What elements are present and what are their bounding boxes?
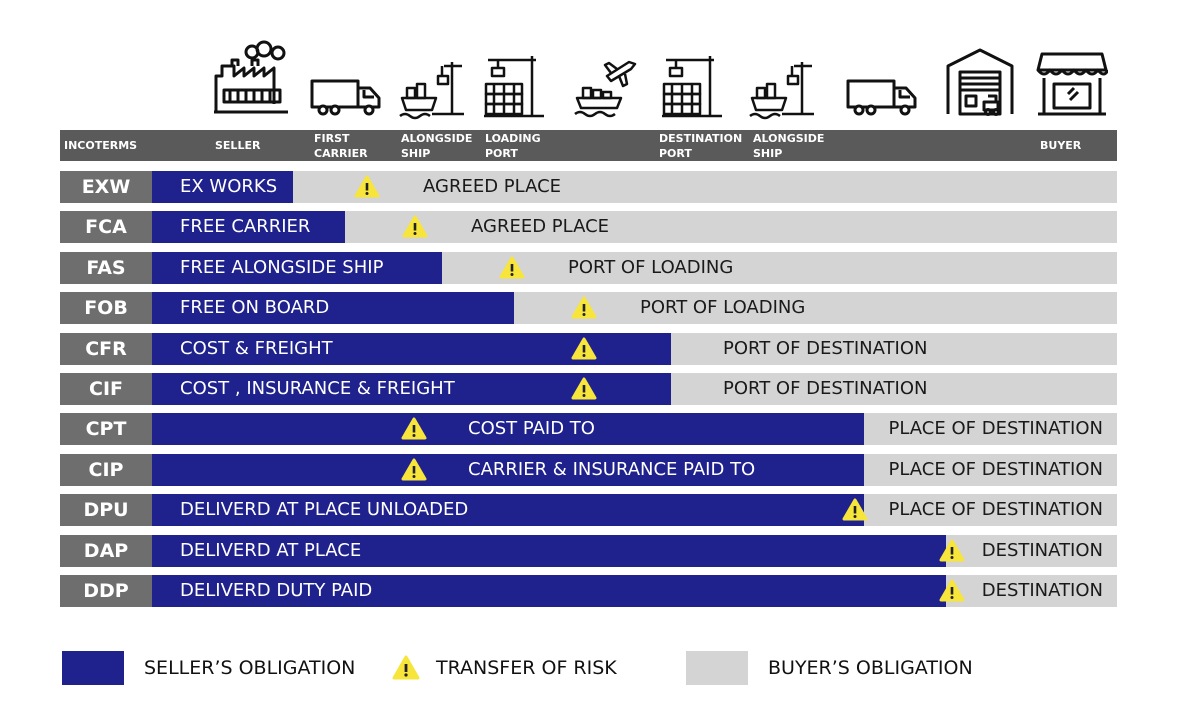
risk-transfer-warning-icon — [939, 539, 965, 563]
buyer-obligation-label: PLACE OF DESTINATION — [888, 458, 1103, 480]
incoterm-code: FOB — [60, 292, 152, 324]
legend-buyer-label: BUYER’S OBLIGATION — [768, 657, 973, 679]
incoterm-row-cfr — [60, 333, 1117, 365]
stage-label-destination-port: DESTINATION PORT — [659, 132, 743, 160]
legend-warning-icon — [392, 655, 420, 681]
buyer-obligation-label: DESTINATION — [981, 539, 1103, 561]
seller-obligation-label: FREE ALONGSIDE SHIP — [180, 256, 384, 278]
warehouse-icon — [944, 46, 1016, 118]
incoterm-code: CIF — [60, 373, 152, 405]
seller-obligation-label: COST & FREIGHT — [180, 337, 333, 359]
seller-obligation-label: FREE ON BOARD — [180, 297, 330, 319]
incoterm-code: DPU — [60, 494, 152, 526]
stage-label-first-carrier: FIRST CARRIER — [314, 132, 368, 160]
risk-transfer-warning-icon — [939, 579, 965, 603]
stage-label-loading-port: LOADING PORT — [485, 132, 541, 160]
incoterm-row-ddp — [60, 575, 1117, 607]
buyer-obligation-label: PLACE OF DESTINATION — [888, 499, 1103, 521]
incoterm-row-fob — [60, 292, 1117, 324]
incoterm-row-dap — [60, 535, 1117, 567]
risk-transfer-warning-icon — [842, 498, 868, 522]
incoterm-row-cif — [60, 373, 1117, 405]
store-icon — [1036, 50, 1108, 118]
stage-label-alongside-ship: ALONGSIDE SHIP — [401, 132, 473, 160]
incoterms-header-label: INCOTERMS — [64, 139, 138, 152]
incoterm-code: DAP — [60, 535, 152, 567]
buyer-obligation-label: AGREED PLACE — [423, 176, 562, 197]
truck-icon — [843, 78, 921, 118]
incoterm-row-exw — [60, 171, 1117, 203]
seller-obligation-label: CARRIER & INSURANCE PAID TO — [468, 458, 756, 480]
seller-obligation-label: COST PAID TO — [468, 418, 595, 440]
container-crane-icon — [660, 54, 724, 120]
buyer-obligation-label: PLACE OF DESTINATION — [888, 418, 1103, 440]
incoterm-row-cip — [60, 454, 1117, 486]
incoterm-code: CIP — [60, 454, 152, 486]
factory-icon — [212, 40, 290, 116]
stage-label-buyer: BUYER — [1040, 139, 1082, 152]
ship-crane-icon — [748, 58, 818, 120]
legend-risk-label: TRANSFER OF RISK — [436, 657, 617, 679]
risk-transfer-warning-icon — [571, 377, 597, 401]
incoterm-code: DDP — [60, 575, 152, 607]
legend-seller-label: SELLER’S OBLIGATION — [144, 657, 356, 679]
buyer-obligation-label: PORT OF DESTINATION — [723, 337, 928, 359]
stage-label-alongside-ship-dest: ALONGSIDE SHIP — [753, 132, 825, 160]
buyer-obligation-label: DESTINATION — [981, 580, 1103, 601]
buyer-obligation-label: AGREED PLACE — [471, 216, 610, 238]
incoterm-row-dpu — [60, 494, 1117, 526]
buyer-obligation-label: PORT OF LOADING — [640, 297, 806, 319]
ship-plane-icon — [573, 54, 643, 118]
risk-transfer-warning-icon — [402, 215, 428, 239]
incoterm-row-cpt — [60, 413, 1117, 445]
incoterm-row-fas — [60, 252, 1117, 284]
buyer-obligation-label: PORT OF LOADING — [568, 256, 734, 278]
truck-icon — [309, 78, 383, 118]
risk-transfer-warning-icon — [499, 256, 525, 280]
seller-obligation-label: FREE CARRIER — [180, 216, 311, 238]
legend-buyer-swatch — [686, 651, 748, 685]
legend-seller-swatch — [62, 651, 124, 685]
buyer-obligation-label: PORT OF DESTINATION — [723, 378, 928, 399]
container-crane-icon — [482, 54, 546, 120]
risk-transfer-warning-icon — [354, 175, 380, 199]
stage-label-seller: SELLER — [215, 139, 261, 152]
risk-transfer-warning-icon — [571, 337, 597, 361]
risk-transfer-warning-icon — [401, 417, 427, 441]
incoterm-code: EXW — [60, 171, 152, 203]
incoterm-row-fca — [60, 211, 1117, 243]
risk-transfer-warning-icon — [401, 458, 427, 482]
seller-obligation-label: DELIVERD DUTY PAID — [180, 580, 373, 601]
seller-obligation-label: COST , INSURANCE & FREIGHT — [180, 378, 455, 399]
seller-obligation-label: EX WORKS — [180, 176, 278, 197]
incoterm-code: CFR — [60, 333, 152, 365]
incoterm-code: FCA — [60, 211, 152, 243]
incoterm-code: CPT — [60, 413, 152, 445]
seller-obligation-label: DELIVERD AT PLACE — [180, 539, 362, 561]
ship-crane-icon — [398, 58, 468, 120]
buyer-obligation-bar — [152, 171, 1117, 203]
seller-obligation-label: DELIVERD AT PLACE UNLOADED — [180, 499, 469, 521]
incoterm-code: FAS — [60, 252, 152, 284]
risk-transfer-warning-icon — [571, 296, 597, 320]
